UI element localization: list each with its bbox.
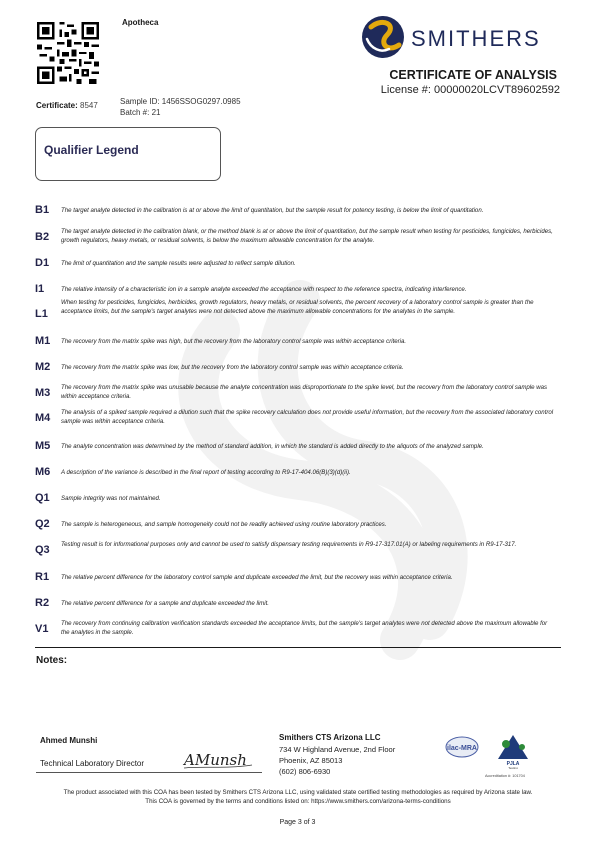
legend-description: The target analyte detected in the calibration blank, or the method blank is at or above the limit of quantitation, but the sample result when testing for pesticides, fungicides, herbicides, growth regulators, heavy metals, or residual solvents, is below the maximum allowable concentration for the analyte. xyxy=(61,228,553,245)
legend-description: The recovery from the matrix spike was low, but the recovery from the laboratory control sample was within acceptance criteria. xyxy=(61,364,404,371)
legend-description: When testing for pesticides, fungicides, herbicides, growth regulators, heavy metals, or residual solvents, the percent recovery of a laboratory control sample is greater than the acceptance limits, but the sample's target analytes were not detected above the maximum allowable concentrations for the analytes in the sample. xyxy=(61,299,534,316)
legend-description: The relative intensity of a characteristic ion in a sample analyte exceeded the acceptance with respect to the reference spectra, indicating interference. xyxy=(61,286,467,293)
lab-name: Smithers CTS Arizona LLC xyxy=(279,733,381,742)
brand-name: SMITHERS xyxy=(411,26,541,51)
legend-code: D1 xyxy=(35,257,50,269)
legend-code: M4 xyxy=(35,412,51,424)
legend-description: The relative percent difference for a sample and duplicate exceeded the limit. xyxy=(61,600,269,607)
certificate-label-text: Certificate: xyxy=(36,101,78,110)
qualifier-legend-title: Qualifier Legend xyxy=(44,143,139,157)
divider-line xyxy=(35,647,561,648)
lab-address-line1: 734 W Highland Avenue, 2nd Floor xyxy=(279,745,396,754)
pjla-label: PJLA xyxy=(506,761,520,767)
legend-code: M2 xyxy=(35,361,51,373)
lab-address-line2: Phoenix, AZ 85013 xyxy=(279,756,343,765)
signatory-name: Ahmed Munshi xyxy=(40,736,98,745)
signature-image xyxy=(182,748,254,772)
signatory-title: Technical Laboratory Director xyxy=(40,759,145,768)
legend-code: M5 xyxy=(35,440,51,452)
lab-address xyxy=(279,744,395,777)
legend-description: The analysis of a spiked sample required a dilution such that the spike recovery calculation does not provide useful information, but the recovery from the associated laboratory control sample was within acceptance criteria. xyxy=(61,409,554,426)
certificate-number: 8547 xyxy=(80,101,98,110)
legend-description: The limit of quantitation and the sample results were adjusted to reflect sample dilution. xyxy=(61,260,296,267)
legend-description: The recovery from continuing calibration verification standards exceeded the acceptance limits, but the sample's target analytes were not detected above the maximum allowable for the analytes in the sample. xyxy=(61,620,548,637)
legend-code: Q3 xyxy=(35,544,50,556)
legend-description: The target analyte detected in the calibration is at or above the limit of quantitation, but the sample result for potency testing, is below the limit of quantitation. xyxy=(61,207,484,214)
certificate-label xyxy=(36,101,98,110)
legend-code: R1 xyxy=(35,571,50,583)
legend-code: B1 xyxy=(35,204,50,216)
batch-number: Batch #: 21 xyxy=(120,108,161,117)
legend-description: Testing result is for informational purposes only and cannot be used to satisfy dispensary testing requirements in R9-17-317.01(A) or labeling requirements in R9-17-317. xyxy=(61,541,517,548)
legend-code: B2 xyxy=(35,231,50,243)
footer-disclaimer: The product associated with this COA has been tested by Smithers CTS Arizona LLC, using validated state certified testing methodologies as required by Arizona state law. This COA is governed by the terms and conditions listed on: https://www.smithers.com/arizona-terms-conditions xyxy=(63,789,533,805)
legend-description: The relative percent difference for the laboratory control sample and duplicate exceeded the limit, but the recovery was within acceptance criteria. xyxy=(61,574,453,581)
legend-code: Q1 xyxy=(35,492,50,504)
ilac-label: ilac-MRA xyxy=(447,745,477,752)
smithers-logo xyxy=(361,13,561,61)
pjla-logo xyxy=(497,733,529,769)
legend-description: Sample integrity was not maintained. xyxy=(61,495,161,502)
legend-description: The sample is heterogeneous, and sample homogeneity could not be readily achieved using routine laboratory practices. xyxy=(61,521,387,528)
ilac-mra-logo xyxy=(445,736,479,758)
document-title: CERTIFICATE OF ANALYSIS xyxy=(389,68,557,82)
qualifier-legend-box xyxy=(35,127,221,181)
legend-description: The analyte concentration was determined by the method of standard addition, in which the standard is added directly to the aliquots of the analyzed sample. xyxy=(61,443,484,450)
license-number: License #: 00000020LCVT89602592 xyxy=(380,84,560,96)
lab-phone: (602) 806-6930 xyxy=(279,767,331,776)
legend-code: Q2 xyxy=(35,518,50,530)
legend-code: M1 xyxy=(35,335,51,347)
legend-code: M3 xyxy=(35,387,51,399)
legend-code: R2 xyxy=(35,597,50,609)
legend-description: A description of the variance is described in the final report of testing according to R9-17-404.06(B)(3)(d)(ii). xyxy=(61,469,351,476)
legend-code: V1 xyxy=(35,623,49,635)
notes-label: Notes: xyxy=(36,655,68,666)
pjla-accreditation-number: Accreditation #: 101704 xyxy=(485,774,525,778)
legend-code: I1 xyxy=(35,283,45,295)
signature-text: AMunsh xyxy=(184,751,247,769)
pjla-sub: Testing xyxy=(508,766,518,769)
qr-code xyxy=(37,22,99,84)
legend-description: The recovery from the matrix spike was unusable because the analyte concentration was disproportionate to the spike level, but the recovery from the laboratory control sample was within acceptance criteria. xyxy=(61,384,548,401)
sample-id: Sample ID: 1456SSOG0297.0985 xyxy=(120,97,241,106)
page-number: Page 3 of 3 xyxy=(279,819,316,826)
client-name: Apotheca xyxy=(122,18,159,27)
legend-code: M6 xyxy=(35,466,51,478)
signature-line xyxy=(36,772,262,773)
legend-description: The recovery from the matrix spike was high, but the recovery from the laboratory control sample was within acceptance criteria. xyxy=(61,338,407,345)
legend-code: L1 xyxy=(35,308,48,320)
